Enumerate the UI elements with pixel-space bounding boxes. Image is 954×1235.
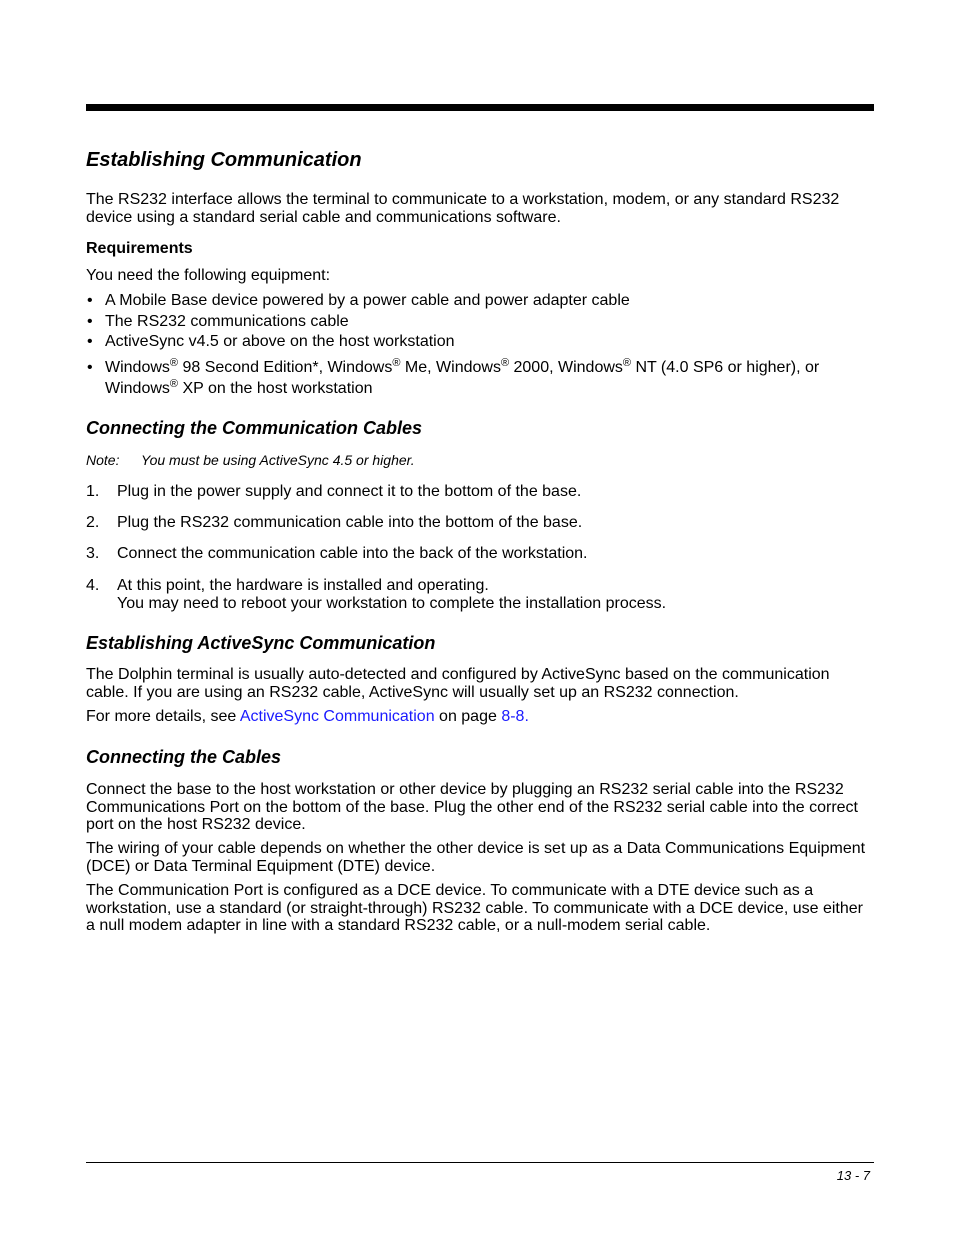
- step-item: [86, 483, 872, 501]
- note-label: Note:: [86, 452, 120, 468]
- list-item: • The RS232 communications cable: [86, 313, 872, 331]
- activesync-details: For more details, see ActiveSync Communication on page 8-8.: [86, 708, 529, 725]
- note: [86, 452, 415, 468]
- note-text: You must be using ActiveSync 4.5 or higher.: [141, 452, 415, 468]
- activesync-paragraph: The Dolphin terminal is usually auto-detected and configured by ActiveSync based on the communication cable. If you are using an RS232 cable, ActiveSync will usually set up an RS232 connection.: [86, 666, 830, 701]
- step-text: Plug the RS232 communication cable into the bottom of the base.: [117, 514, 583, 531]
- section-title-establishing-activesync: Establishing ActiveSync Communication: [86, 633, 436, 653]
- requirements-list: [86, 292, 872, 399]
- step-number: 1.: [86, 483, 100, 500]
- footer-rule: [86, 1162, 874, 1163]
- activesync-communication-link[interactable]: ActiveSync Communication: [239, 708, 435, 725]
- step-number: 2.: [86, 514, 100, 531]
- section-title-establishing-communication: Establishing Communication: [86, 149, 362, 171]
- step-text-continued: You may need to reboot your workstation to complete the installation process.: [117, 594, 667, 612]
- step-number: 4.: [86, 577, 100, 594]
- intro-paragraph: The RS232 interface allows the terminal to communicate to a workstation, modem, or any standard RS232 device using a standard serial cable and communications software.: [86, 191, 840, 226]
- requirements-lead: You need the following equipment:: [86, 267, 331, 284]
- step-item: [86, 545, 872, 563]
- requirements-heading: Requirements: [86, 240, 193, 257]
- list-item-windows: • Windows® 98 Second Edition*, Windows® Me, Windows® 2000, Windows® NT (4.0 SP6 or higher), or Windows® XP on the host workstation: [86, 357, 872, 399]
- section-title-connecting-communication-cables: Connecting the Communication Cables: [86, 418, 423, 438]
- list-item: • A Mobile Base device powered by a power cable and power adapter cable: [86, 292, 872, 310]
- list-item: • ActiveSync v4.5 or above on the host workstation: [86, 333, 872, 351]
- step-text: Plug in the power supply and connect it to the bottom of the base.: [117, 483, 582, 500]
- step-number: 3.: [86, 545, 100, 562]
- cables-paragraph-2: The wiring of your cable depends on whether the other device is set up as a Data Communications Equipment (DCE) or Data Terminal Equipment (DTE) device.: [86, 840, 866, 875]
- step-item: [86, 577, 872, 612]
- cables-paragraph-3: The Communication Port is configured as a DCE device. To communicate with a DTE device such as a workstation, use a standard (or straight-through) RS232 cable. To communicate with a DCE device, use either a null modem adapter in line with a standard RS232 cable, or a null-modem serial cable.: [86, 882, 863, 934]
- step-item: [86, 514, 872, 532]
- section-title-connecting-cables: Connecting the Cables: [86, 747, 282, 767]
- cables-paragraph-1: Connect the base to the host workstation or other device by plugging an RS232 serial cable into the RS232 Communications Port on the bottom of the base. Plug the other end of the RS232 serial cable into the correct port on the host RS232 device.: [86, 781, 858, 833]
- step-text: Connect the communication cable into the back of the workstation.: [117, 545, 588, 562]
- step-text: At this point, the hardware is installed and operating.: [117, 577, 489, 594]
- page-number: 13 - 7: [836, 1168, 870, 1183]
- header-rule: [86, 104, 874, 111]
- page-8-8-link[interactable]: 8-8: [501, 708, 525, 725]
